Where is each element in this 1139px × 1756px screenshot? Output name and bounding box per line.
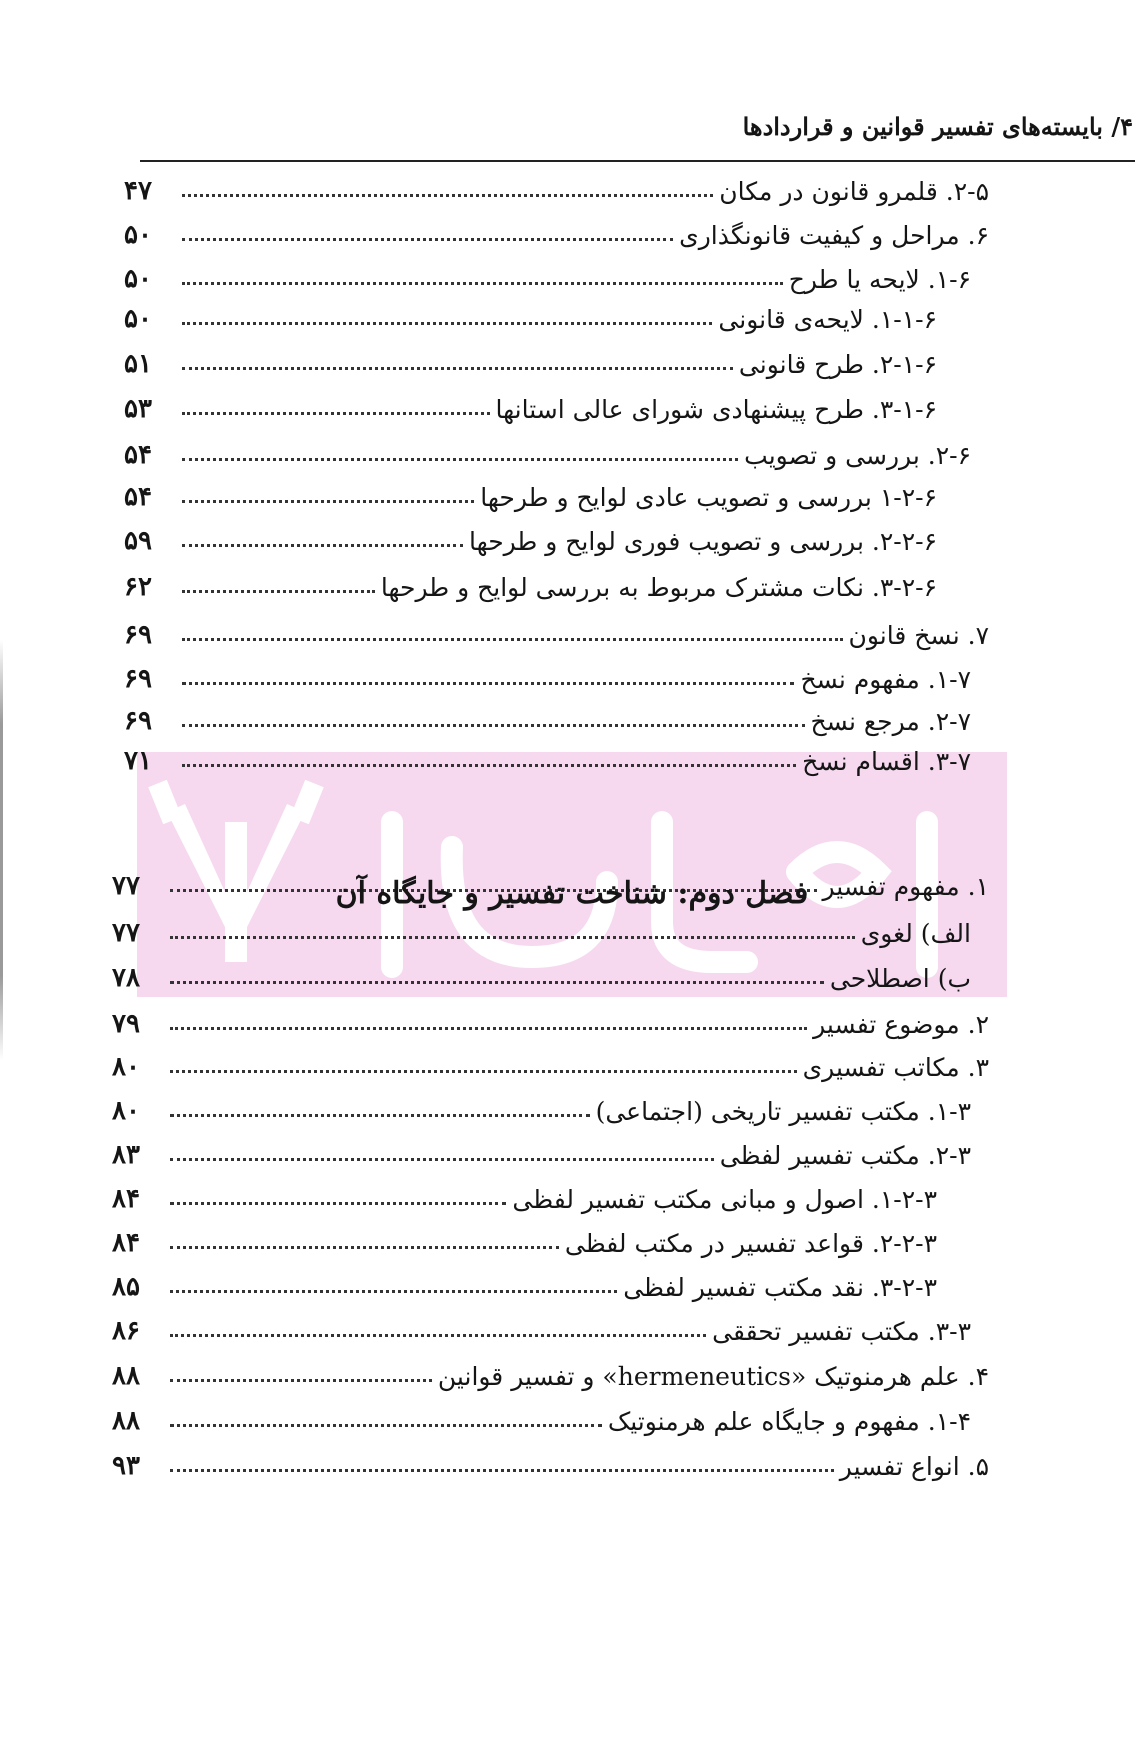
dot-leader	[170, 1027, 807, 1030]
toc-page-number: ۸۸	[112, 1406, 140, 1436]
toc-entry	[124, 730, 971, 776]
toc-entry-title: ۱-۶. لایحه یا طرح	[788, 265, 971, 294]
toc-entry	[112, 993, 989, 1039]
toc-entry	[124, 556, 937, 602]
toc-entry	[124, 333, 937, 379]
toc-page-number: ۸۰	[112, 1052, 140, 1082]
toc-entry-title: الف) لغوی	[860, 919, 971, 948]
toc-entry	[112, 1390, 971, 1436]
dot-leader	[170, 981, 824, 984]
dot-leader	[170, 1246, 559, 1249]
toc-entry	[112, 1300, 971, 1346]
toc-entry	[112, 1080, 971, 1126]
toc-entry-title: ۲. موضوع تفسیر	[813, 1010, 989, 1039]
toc-page-number: ۷۹	[112, 1009, 140, 1039]
toc-entry-title: ۲-۳. مکتب تفسیر لفظی	[719, 1141, 971, 1170]
toc-entry-title: ۲-۶. بررسی و تصویب	[744, 441, 971, 470]
toc-entry-title: ۳-۲-۳. نقد مکتب تفسیر لفظی	[623, 1273, 937, 1302]
toc-page-number: ۵۰	[124, 304, 152, 334]
dot-leader	[182, 500, 474, 503]
toc-page-number: ۸۵	[112, 1272, 140, 1302]
toc-entry-title: ۲-۲-۶. بررسی و تصویب فوری لوایح و طرحها	[469, 527, 937, 556]
dot-leader	[170, 1379, 432, 1382]
dot-leader	[170, 1290, 617, 1293]
dot-leader	[182, 367, 733, 370]
chapter-heading: فصل دوم: شناخت تفسیر و جایگاه آن	[335, 876, 809, 911]
dot-leader	[170, 936, 855, 939]
toc-page-number: ۸۰	[112, 1096, 140, 1126]
toc-entry-title: ۴. علم هرمنوتیک «hermeneutics» و تفسیر قوانین	[437, 1362, 989, 1391]
toc-entry-title: ۳. مکاتب تفسیری	[802, 1053, 989, 1082]
toc-page-number: ۵۰	[124, 220, 152, 250]
toc-entry-title: ۲-۵. قلمرو قانون در مکان	[719, 177, 989, 206]
toc-page-number: ۴۷	[124, 176, 152, 206]
toc-entry	[112, 1212, 937, 1258]
toc-page-number: ۹۳	[112, 1451, 140, 1481]
toc-page-number: ۶۹	[124, 706, 152, 736]
dot-leader	[182, 282, 783, 285]
toc-page-number: ۶۹	[124, 664, 152, 694]
dot-leader	[182, 412, 490, 415]
dot-leader	[182, 458, 738, 461]
toc-entry-title: ۱. مفهوم تفسیر	[822, 872, 989, 901]
toc-entry	[112, 1345, 989, 1391]
toc-page-number: ۸۴	[112, 1228, 140, 1258]
toc-page-number: ۶۲	[124, 572, 152, 602]
toc-page-number: ۸۶	[112, 1316, 140, 1346]
toc-entry-title: ۱-۷. مفهوم نسخ	[800, 665, 971, 694]
toc-page-number: ۵۱	[124, 349, 152, 379]
toc-entry	[124, 466, 937, 512]
dot-leader	[182, 194, 713, 197]
toc-entry-title: ۱-۴. مفهوم و جایگاه علم هرمنوتیک	[607, 1407, 971, 1436]
toc-entry	[112, 1036, 989, 1082]
toc-entry-title: ۳-۲-۶. نکات مشترک مربوط به بررسی لوایح و طرحها	[380, 573, 937, 602]
toc-page-number: ۵۹	[124, 526, 152, 556]
toc-page-number: ۸۳	[112, 1140, 140, 1170]
toc-page-number: ۸۸	[112, 1361, 140, 1391]
toc-entry	[112, 947, 971, 993]
dot-leader	[170, 1424, 602, 1427]
toc-entry	[124, 510, 937, 556]
toc-entry-title: ۳-۳. مکتب تفسیر تحققی	[712, 1317, 971, 1346]
toc-entry	[112, 1124, 971, 1170]
toc-entry-title: ۳-۱-۶. طرح پیشنهادی شورای عالی استانها	[495, 395, 937, 424]
toc-entry	[112, 1168, 937, 1214]
toc-entry	[124, 424, 971, 470]
toc-page-number: ۷۱	[124, 746, 152, 776]
toc-entry-title: ۲-۷. مرجع نسخ	[810, 707, 971, 736]
toc-entry-title: ب) اصطلاحی	[829, 964, 971, 993]
toc-page-number: ۵۰	[124, 264, 152, 294]
dot-leader	[182, 322, 712, 325]
toc-entry-title: ۶. مراحل و کیفیت قانونگذاری	[679, 221, 989, 250]
toc-page-number: ۵۳	[124, 394, 152, 424]
dot-leader	[182, 638, 843, 641]
toc-entry-title: ۱-۱-۶. لایحه‌ی قانونی	[718, 305, 937, 334]
toc-page-number: ۶۹	[124, 620, 152, 650]
toc-entry	[124, 160, 989, 206]
toc-entry	[124, 204, 989, 250]
toc-page-number: ۷۷	[112, 871, 140, 901]
dot-leader	[170, 1070, 797, 1073]
dot-leader	[182, 544, 463, 547]
toc-entry-title: ۱-۳. مکتب تفسیر تاریخی (اجتماعی)	[595, 1097, 971, 1126]
toc-page-number: ۷۷	[112, 918, 140, 948]
toc-entry-title: ۱-۲-۳. اصول و مبانی مکتب تفسیر لفظی	[512, 1185, 937, 1214]
toc-entry	[124, 378, 937, 424]
toc-entry	[112, 1435, 989, 1481]
toc-entry	[112, 1256, 937, 1302]
scan-edge-shadow	[0, 640, 3, 1060]
dot-leader	[182, 238, 673, 241]
toc-entry-title: ۵. انواع تفسیر	[839, 1452, 989, 1481]
toc-page-number: ۷۸	[112, 963, 140, 993]
dot-leader	[182, 764, 796, 767]
toc-entry	[124, 288, 937, 334]
dot-leader	[170, 1334, 706, 1337]
dot-leader	[182, 590, 375, 593]
dot-leader	[170, 1158, 714, 1161]
toc-page-number: ۵۴	[124, 482, 152, 512]
toc-entry-title: ۳-۷. اقسام نسخ	[802, 747, 971, 776]
dot-leader	[182, 682, 794, 685]
toc-page-number: ۵۴	[124, 440, 152, 470]
toc-entry-title: ۲-۲-۳. قواعد تفسیر در مکتب لفظی	[564, 1229, 937, 1258]
toc-page-number: ۸۴	[112, 1184, 140, 1214]
running-header: ۴/ بایسته‌های تفسیر قوانین و قراردادها	[742, 112, 1133, 141]
toc-entry	[124, 648, 971, 694]
toc-entry	[124, 604, 989, 650]
dot-leader	[182, 724, 805, 727]
toc-entry-title: ۱-۲-۶ بررسی و تصویب عادی لوایح و طرحها	[480, 483, 937, 512]
dot-leader	[170, 1202, 506, 1205]
dot-leader	[170, 1469, 834, 1472]
toc-entry-title: ۲-۱-۶. طرح قانونی	[738, 350, 937, 379]
toc-entry-title: ۷. نسخ قانون	[848, 621, 989, 650]
dot-leader	[170, 1114, 590, 1117]
